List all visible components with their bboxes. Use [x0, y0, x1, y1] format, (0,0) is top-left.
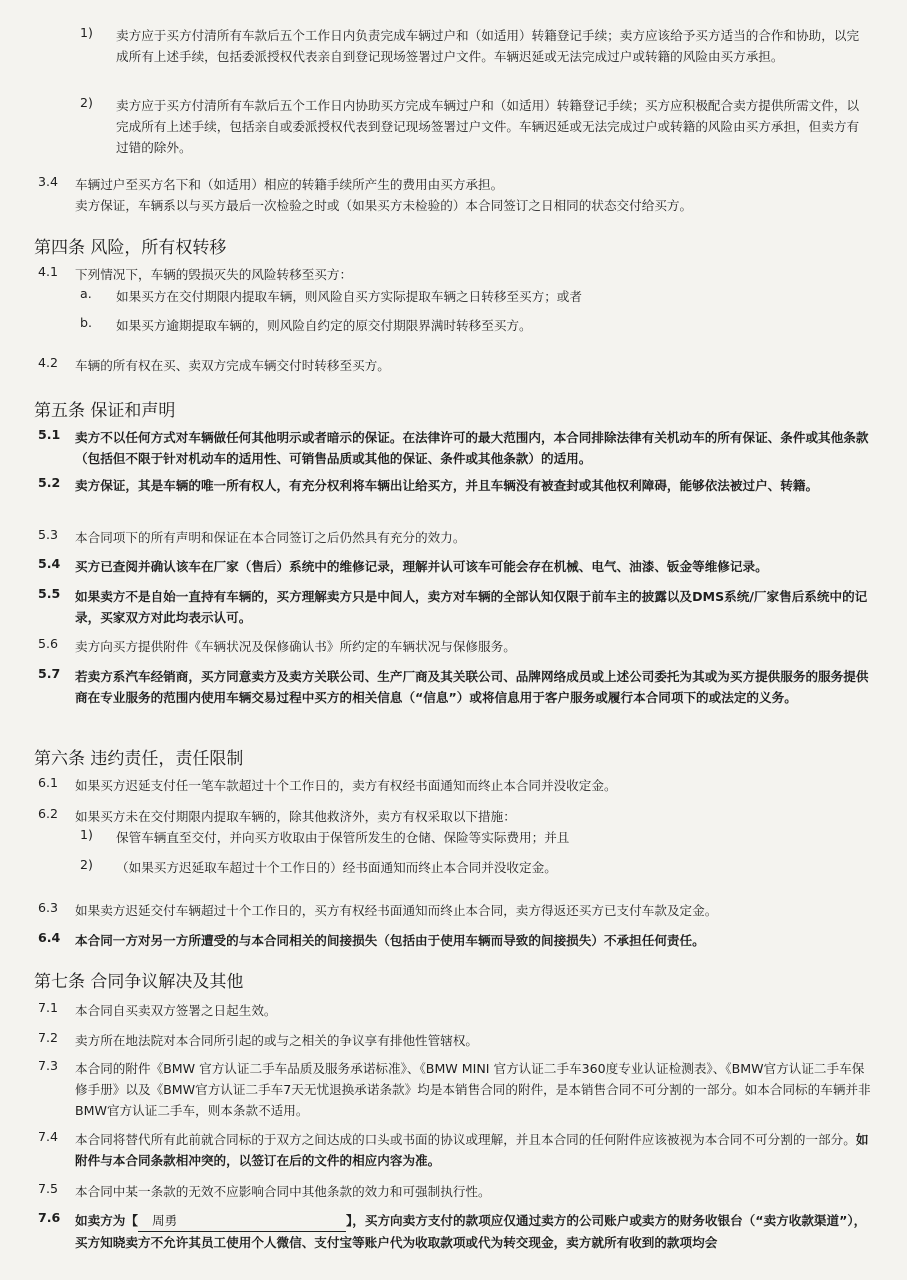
clause-number: 5.4: [38, 556, 61, 571]
article-6-title: 第六条 违约责任，责任限制: [34, 749, 244, 769]
clause-number: 3.4: [38, 174, 59, 189]
clause-number: 7.1: [38, 1000, 59, 1015]
clause-number: 6.1: [38, 775, 59, 790]
clause-number: 7.2: [38, 1030, 59, 1045]
clause-suffix: 】，买方向卖方支付的款项应仅通过卖方的公司账户或卖方的财务收银台（“卖方收款渠道”），买方知晓卖方不允许其员工使用个人微信、支付宝等账户代为收取款项或代为转交现金，卖方就所有收到的款项均会: [75, 1213, 867, 1250]
clause-text: 本合同的附件《BMW 官方认证二手车品质及服务承诺标准》、《BMW MINI 官方认证二手车360度专业认证检测表》、《BMW官方认证二手车保修手册》以及《BMW官方认证二手车7天无忧退换承诺条款》均是本销售合同的附件，是本销售合同不可分割的一部分。如本合同标的车辆并非BMW官方认证二手车，则本条款不适用。: [75, 1061, 871, 1118]
item-letter: b.: [80, 315, 92, 330]
article-7-title: 第七条 合同争议解决及其他: [34, 972, 244, 992]
clause-text: 若卖方系汽车经销商，买方同意卖方及卖方关联公司、生产厂商及其关联公司、品牌网络成员或上述公司委托为其或为买方提供服务的服务提供商在专业服务的范围内使用车辆交易过程中买方的相关信息（“信息”）或将信息用于客户服务或履行本合同项下的或法定的义务。: [75, 669, 869, 705]
item-text: 保管车辆直至交付，并向买方收取由于保管所发生的仓储、保险等实际费用；并且: [116, 830, 570, 845]
item-text: 如果买方在交付期限内提取车辆，则风险自买方实际提取车辆之日转移至买方；或者: [116, 289, 582, 304]
clause-text-2: 卖方保证，车辆系以与买方最后一次检验之时或（如果买方未检验的）本合同签订之日相同的状态交付给买方。: [75, 198, 693, 213]
clause-text: [75, 1129, 873, 1171]
clause-text: 如果买方未在交付期限内提取车辆的，除其他救济外，卖方有权采取以下措施：: [75, 809, 516, 824]
clause-text: [75, 1210, 873, 1253]
clause-number: 7.5: [38, 1181, 59, 1196]
clause-number: 4.2: [38, 355, 59, 370]
clause-prefix: 如卖方为【: [75, 1213, 138, 1228]
item-number: 1): [80, 25, 93, 40]
clause-text: 买方已查阅并确认该车在厂家（售后）系统中的维修记录，理解并认可该车可能会存在机械、电气、油漆、钣金等维修记录。: [75, 559, 768, 574]
clause-text: 本合同中某一条款的无效不应影响合同中其他条款的效力和可强制执行性。: [75, 1184, 491, 1199]
clause-text: 本合同自买卖双方签署之日起生效。: [75, 1003, 277, 1018]
clause-text: 卖方不以任何方式对车辆做任何其他明示或者暗示的保证。在法律许可的最大范围内，本合同排除法律有关机动车的所有保证、条件或其他条款（包括但不限于针对机动车的适用性、可销售品质或其他的保证、条件或其他条款）的适用。: [75, 430, 869, 466]
clause-text: 车辆的所有权在买、卖双方完成车辆交付时转移至买方。: [75, 358, 390, 373]
clause-number: 5.2: [38, 475, 61, 490]
clause-text: 本合同一方对另一方所遭受的与本合同相关的间接损失（包括由于使用车辆而导致的间接损失）不承担任何责任。: [75, 933, 705, 948]
clause-text: 卖方保证，其是车辆的唯一所有权人，有充分权利将车辆出让给买方，并且车辆没有被查封或其他权利障碍，能够依法被过户、转籍。: [75, 478, 819, 493]
clause-text-b: 如附件与本合同条款相冲突的，以签订在后的文件的相应内容为准。: [75, 1132, 869, 1168]
clause-number: 7.3: [38, 1058, 59, 1073]
item-letter: a.: [80, 286, 92, 301]
article-4-title: 第四条 风险，所有权转移: [34, 238, 227, 258]
item-number: 2): [80, 857, 93, 872]
clause-number: 6.4: [38, 930, 61, 945]
item-text: （如果买方迟延取车超过十个工作日的）经书面通知而终止本合同并没收定金。: [116, 860, 557, 875]
clause-text: 本合同项下的所有声明和保证在本合同签订之后仍然具有充分的效力。: [75, 530, 466, 545]
clause-number: 7.4: [38, 1129, 59, 1144]
clause-text: 卖方所在地法院对本合同所引起的或与之相关的争议享有排他性管辖权。: [75, 1033, 478, 1048]
item-text: 卖方应于买方付清所有车款后五个工作日内负责完成车辆过户和（如适用）转籍登记手续；卖方应该给予买方适当的合作和协助，以完成所有上述手续，包括委派授权代表亲自到登记现场签署过户文件。车辆迟延或无法完成过户或转籍的风险由买方承担。: [116, 28, 860, 64]
item-number: 2): [80, 95, 93, 110]
clause-number: 6.2: [38, 806, 59, 821]
article-5-title: 第五条 保证和声明: [34, 401, 176, 421]
clause-number: 5.3: [38, 527, 59, 542]
clause-text: 如果卖方不是自始一直持有车辆的，买方理解卖方只是中间人，卖方对车辆的全部认知仅限于前车主的披露以及DMS系统/厂家售后系统中的记录，买家双方对此均表示认可。: [75, 589, 868, 625]
clause-text: 如果卖方迟延交付车辆超过十个工作日的，买方有权经书面通知而终止本合同，卖方得返还买方已支付车款及定金。: [75, 903, 718, 918]
clause-text: 车辆过户至买方名下和（如适用）相应的转籍手续所产生的费用由买方承担。: [75, 177, 504, 192]
item-text: 如果买方逾期提取车辆的，则风险自约定的原交付期限界满时转移至买方。: [116, 318, 532, 333]
item-text: 卖方应于买方付清所有车款后五个工作日内协助买方完成车辆过户和（如适用）转籍登记手续；买方应积极配合卖方提供所需文件，以完成所有上述手续，包括亲自或委派授权代表到登记现场签署过户文件。车辆迟延或无法完成过户或转籍的风险由买方承担，但卖方有过错的除外。: [116, 98, 860, 155]
clause-text: 如果买方迟延支付任一笔车款超过十个工作日的，卖方有权经书面通知而终止本合同并没收定金。: [75, 778, 617, 793]
clause-number: 4.1: [38, 264, 59, 279]
seller-name-field: 周勇: [138, 1210, 346, 1232]
item-number: 1): [80, 827, 93, 842]
clause-number: 5.1: [38, 427, 61, 442]
clause-text: 下列情况下，车辆的毁损灭失的风险转移至买方：: [75, 267, 353, 282]
clause-number: 5.7: [38, 666, 61, 681]
clause-number: 5.6: [38, 636, 59, 651]
clause-number: 7.6: [38, 1210, 61, 1225]
clause-number: 6.3: [38, 900, 59, 915]
clause-text-a: 本合同将替代所有此前就合同标的于双方之间达成的口头或书面的协议或理解，并且本合同的任何附件应该被视为本合同不可分割的一部分。: [75, 1132, 856, 1147]
clause-text: 卖方向买方提供附件《车辆状况及保修确认书》所约定的车辆状况与保修服务。: [75, 639, 516, 654]
clause-number: 5.5: [38, 586, 61, 601]
